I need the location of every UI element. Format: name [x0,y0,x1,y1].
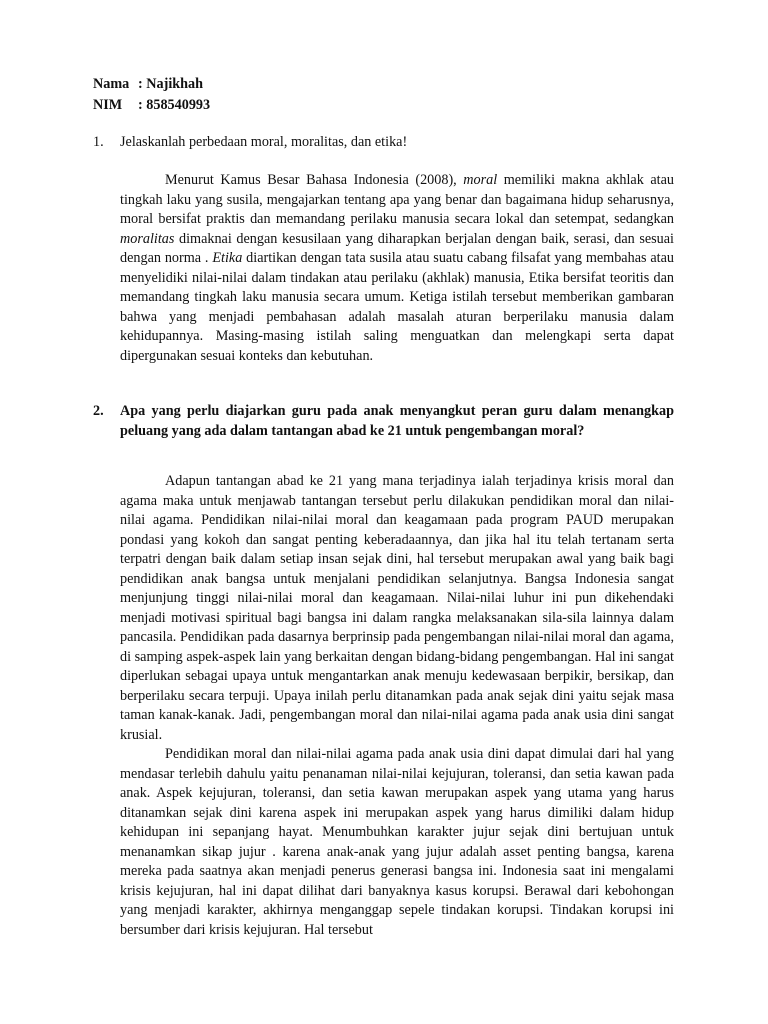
question-2-number: 2. [93,403,104,419]
name-row [93,74,210,95]
answer-1-text-3: dimaknai dengan kesusilaan yang diharapkan berjalan dengan baik, serasi, dan sesuai dengan norma . [120,230,674,267]
question-2-text: Apa yang perlu diajarkan guru pada anak menyangkut peran guru dalam menangkap peluang yang ada dalam tantangan abad ke 21 untuk pengembangan moral? [120,403,674,439]
answer-2-paragraph-1: Adapun tantangan abad ke 21 yang mana terjadinya ialah terjadinya krisis moral dan agama maka untuk menjawab tantangan tersebut perlu dilakukan pendidikan moral dan nilai-nilai agama. Pendidikan nilai-nilai moral dan keagamaan pada program PAUD merupakan pondasi yang kokoh dan sangat penting keberadaannya, dan jika hal itu telah tertanam serta terpatri dengan baik dalam setiap insan sejak dini, hal tersebut merupakan awal yang baik bagi pendidikan anak bangsa untuk menjalani pendidikan selanjutnya. Bangsa Indonesia sangat menjunjung tinggi nilai-nilai moral dan keagamaan. Nilai-nilai luhur ini pun dikehendaki menjadi motivasi spiritual bagi bangsa ini dalam rangka melaksanakan sila-sila lainnya dalam pancasila. Pendidikan pada dasarnya berprinsip pada pengembangan nilai-nilai moral dan agama, di samping aspek-aspek lain yang berkaitan dengan bidang-bidang pengembangan. Hal ini sangat diperlukan sebagai upaya untuk mengantarkan anak menuju kedewasaan berpikir, bersikap, dan berperilaku secara terpuji. Upaya inilah perlu ditanamkan pada anak sejak dini yaitu sejak masa taman kanak-kanak. Jadi, pengembangan moral dan nilai-nilai agama pada anak usia dini sangat krusial. [120,473,674,743]
answer-1 [120,171,674,366]
term-moralitas: moralitas [120,230,175,247]
question-1-heading [93,133,674,153]
question-1-number: 1. [93,134,104,150]
term-etika: Etika [212,250,243,267]
question-1 [93,133,674,153]
nim-row [93,95,210,116]
question-2-heading [93,402,674,441]
answer-1-text-1: Menurut Kamus Besar Bahasa Indonesia (2008), [165,172,464,188]
answer-2-paragraph-2: Pendidikan moral dan nilai-nilai agama pada anak usia dini dapat dimulai dari hal yang mendasar terlebih dahulu yaitu penanaman nilai-nilai kejujuran, toleransi, dan setia kawan pada anak. Aspek kejujuran, toleransi, dan setia kawan merupakan aspek yang utama yang harus ditanamkan sejak dini karena aspek ini merupakan aspek yang harus dimiliki dalam hidup kehidupan ini sepanjang hayat. Menumbuhkan karakter jujur sejak dini bertujuan untuk menanamkan sikap jujur . karena anak-anak yang jujur adalah asset penting bangsa, karena mereka pada saatnya akan menjadi penerus generasi bangsa ini. Indonesia saat ini mengalami krisis kejujuran, hal ini dapat dilihat dari banyaknya kasus korupsi. Berawal dari kebohongan yang menjadi karakter, akhirnya menganggap sepele tindakan korupsi. Tindakan korupsi ini bersumber dari krisis kejujuran. Hal tersebut [120,746,674,938]
nim-label: NIM [93,97,123,113]
answer-2 [120,472,674,940]
nim-value: : 858540993 [138,97,211,113]
student-info [93,74,210,116]
name-value: : Najikhah [138,76,204,92]
answer-1-text-4: diartikan dengan tata susila atau suatu cabang filsafat yang membahas atau menyelidiki nilai-nilai dalam tindakan atau perilaku (akhlak) manusia, Etika bersifat teoritis dan memandang tingkah laku manusia secara umum. Ketiga istilah tersebut memberikan gambaran bahwa yang menjadi pembahasan adalah masalah aturan berperilaku manusia dalam kehidupannya. Masing-masing istilah saling menguatkan dan melengkapi serta dapat dipergunakan sesuai konteks dan kebutuhan. [120,250,674,364]
question-1-text: Jelaskanlah perbedaan moral, moralitas, dan etika! [120,134,408,150]
name-label: Nama [93,76,130,92]
question-2 [93,402,674,441]
answer-1-text-2: memiliki makna akhlak atau tingkah laku yang susila, mengajarkan tentang apa yang benar dan bagaimana hidup seharusnya, moral bersifat praktis dan memandang perilaku manusia secara lokal dan setempat, sedangkan [120,172,674,228]
term-moral: moral [463,172,498,188]
answer-1-paragraph [120,171,674,366]
